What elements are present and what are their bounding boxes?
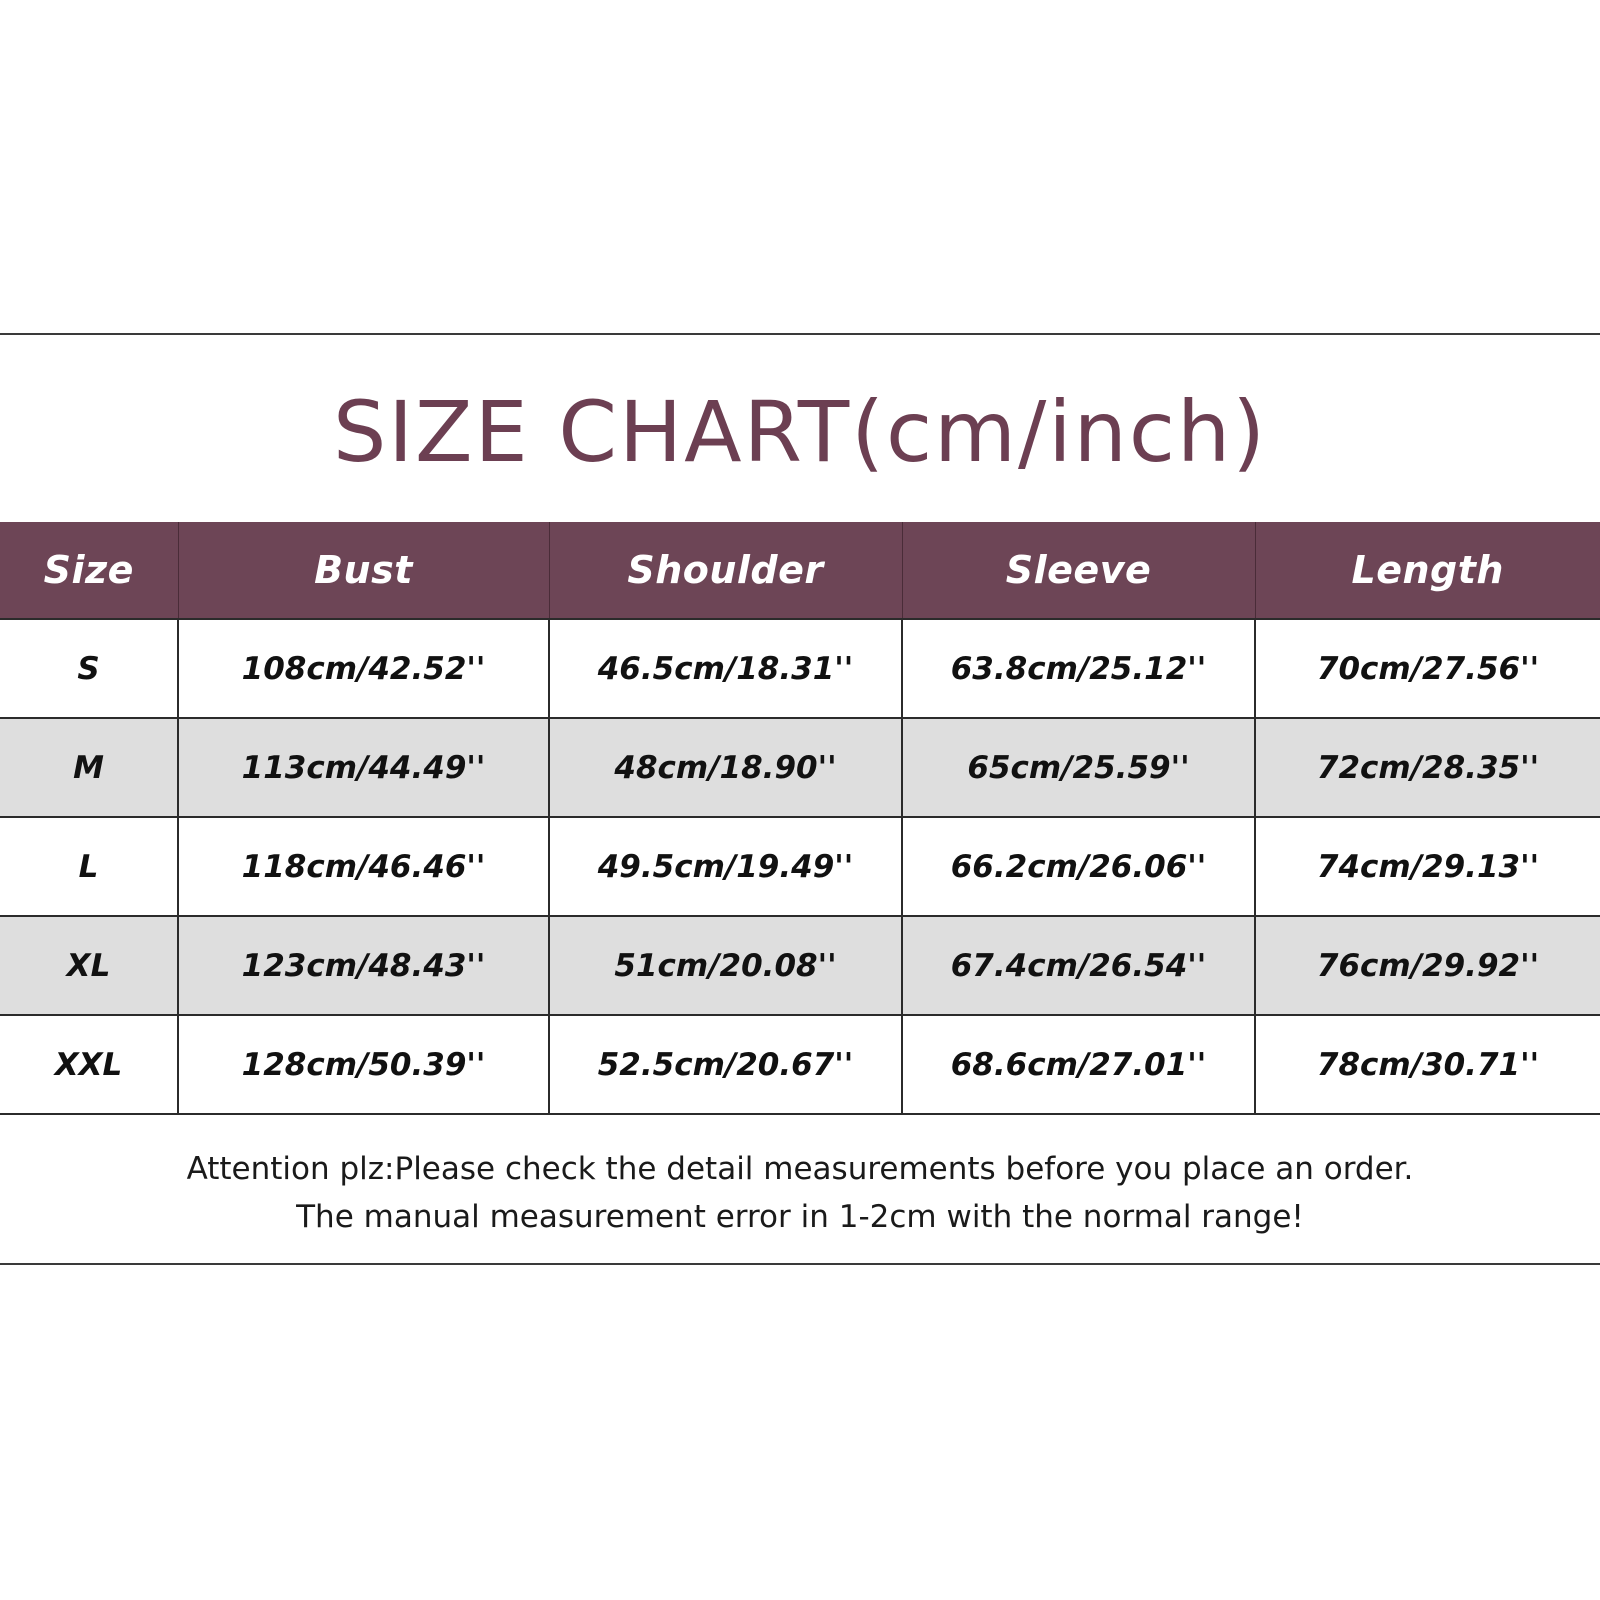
cell-sleeve: 68.6cm/27.01'' <box>902 1015 1255 1114</box>
header-size: Size <box>0 522 178 619</box>
cell-size: XXL <box>0 1015 178 1114</box>
cell-size: XL <box>0 916 178 1015</box>
cell-sleeve: 65cm/25.59'' <box>902 718 1255 817</box>
note-line-attention: Attention plz:Please check the detail measurements before you place an order. <box>186 1151 1414 1187</box>
cell-sleeve: 63.8cm/25.12'' <box>902 619 1255 718</box>
cell-bust: 108cm/42.52'' <box>178 619 549 718</box>
cell-shoulder: 48cm/18.90'' <box>549 718 902 817</box>
cell-shoulder: 46.5cm/18.31'' <box>549 619 902 718</box>
cell-bust: 128cm/50.39'' <box>178 1015 549 1114</box>
measurement-note <box>0 1145 1600 1241</box>
table-header-row <box>0 522 1600 619</box>
cell-length: 78cm/30.71'' <box>1255 1015 1600 1114</box>
size-chart-title: SIZE CHART(cm/inch) <box>332 383 1268 481</box>
cell-sleeve: 67.4cm/26.54'' <box>902 916 1255 1015</box>
cell-bust: 113cm/44.49'' <box>178 718 549 817</box>
size-table <box>0 522 1600 1115</box>
size-chart-panel <box>0 333 1600 1265</box>
note-line-error-range: The manual measurement error in 1-2cm with the normal range! <box>296 1199 1304 1235</box>
header-bust: Bust <box>178 522 549 619</box>
header-shoulder: Shoulder <box>549 522 902 619</box>
cell-shoulder: 49.5cm/19.49'' <box>549 817 902 916</box>
cell-length: 72cm/28.35'' <box>1255 718 1600 817</box>
cell-sleeve: 66.2cm/26.06'' <box>902 817 1255 916</box>
header-sleeve: Sleeve <box>902 522 1255 619</box>
cell-length: 70cm/27.56'' <box>1255 619 1600 718</box>
table-row <box>0 1015 1600 1114</box>
cell-length: 76cm/29.92'' <box>1255 916 1600 1015</box>
cell-size: L <box>0 817 178 916</box>
cell-size: S <box>0 619 178 718</box>
cell-bust: 118cm/46.46'' <box>178 817 549 916</box>
cell-bust: 123cm/48.43'' <box>178 916 549 1015</box>
header-length: Length <box>1255 522 1600 619</box>
cell-shoulder: 52.5cm/20.67'' <box>549 1015 902 1114</box>
table-row <box>0 817 1600 916</box>
table-row <box>0 619 1600 718</box>
cell-size: M <box>0 718 178 817</box>
cell-length: 74cm/29.13'' <box>1255 817 1600 916</box>
cell-shoulder: 51cm/20.08'' <box>549 916 902 1015</box>
table-row <box>0 916 1600 1015</box>
table-row <box>0 718 1600 817</box>
